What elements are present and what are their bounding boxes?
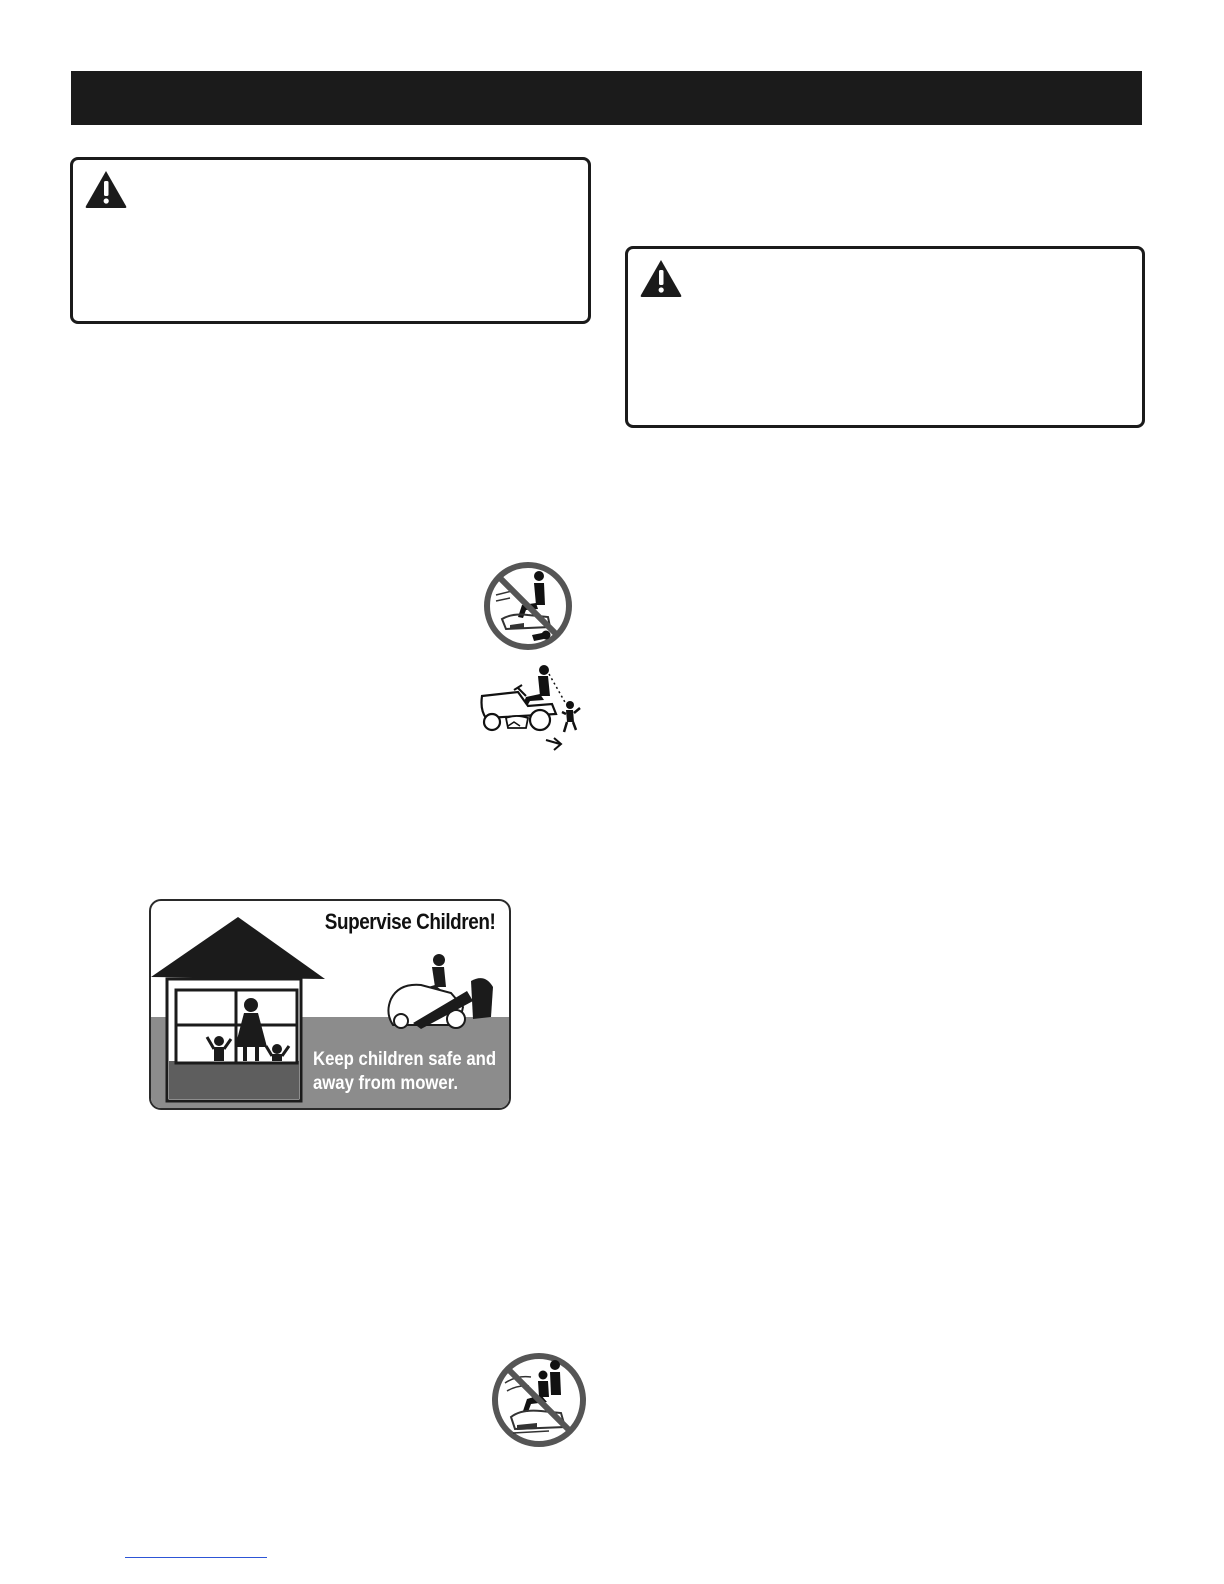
warning-triangle-icon <box>84 169 128 209</box>
card-message-line: Keep children safe and <box>313 1049 497 1070</box>
card-message <box>313 1048 496 1096</box>
supervise-children-card <box>149 899 511 1110</box>
warning-box <box>625 246 1145 428</box>
warning-box <box>70 157 591 324</box>
no-riders-prohibited-icon <box>482 561 574 651</box>
warning-triangle-icon <box>639 258 683 298</box>
section-header-bar <box>71 71 1142 125</box>
no-passengers-prohibited-icon <box>489 1351 589 1450</box>
footer-link-underline[interactable] <box>125 1557 267 1558</box>
card-title: Supervise Children! <box>324 909 495 934</box>
card-message-line: away from mower. <box>313 1073 458 1094</box>
mower-blind-spot-child-icon <box>470 660 586 756</box>
